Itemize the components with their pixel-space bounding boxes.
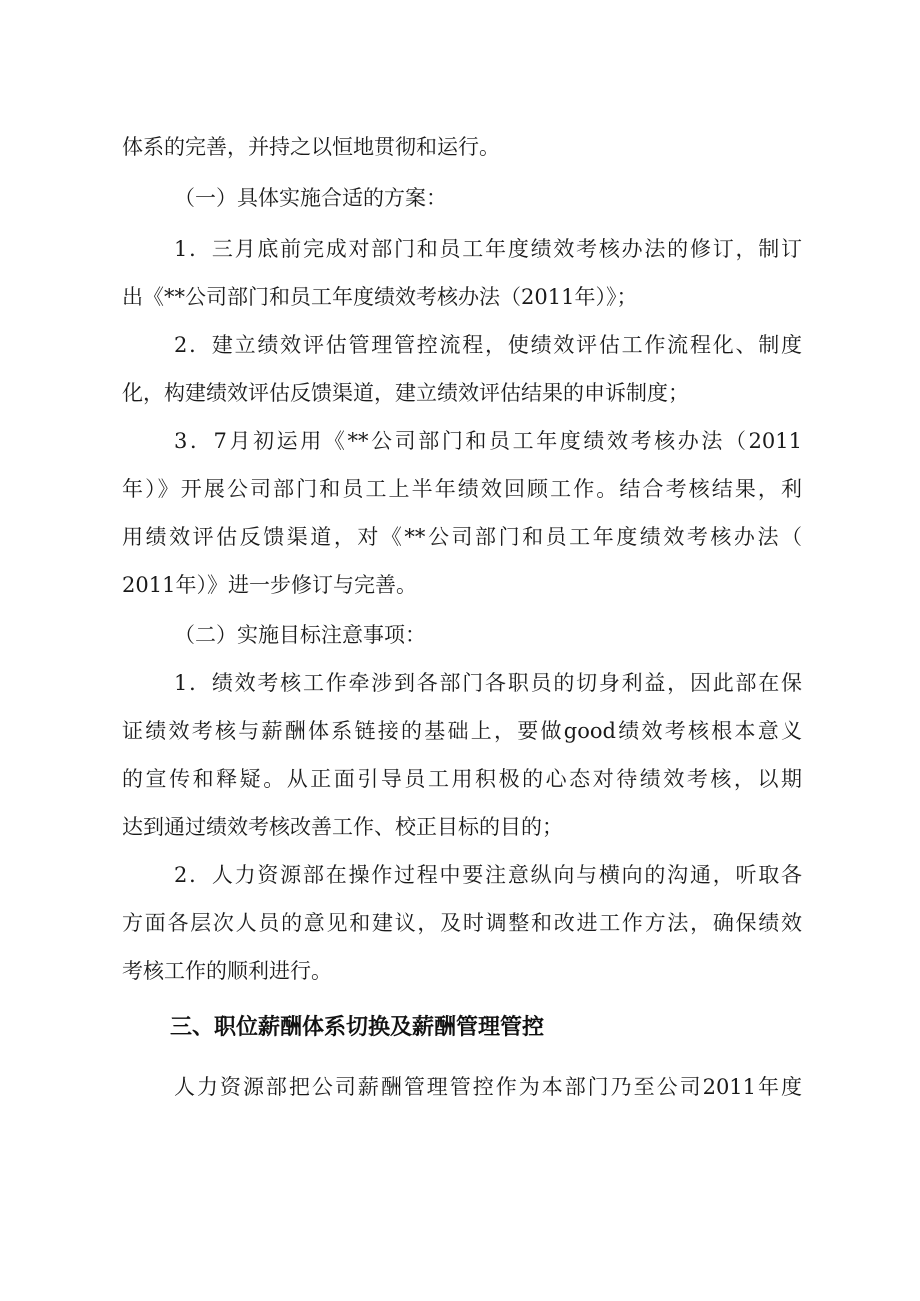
paragraph-line: 年）》开展公司部门和员工上半年绩效回顾工作。结合考核结果，利 bbox=[122, 477, 802, 501]
paragraph-line: 1．绩效考核工作牵涉到各部门各职员的切身利益，因此部在保 bbox=[174, 671, 802, 695]
paragraph-line: 2．人力资源部在操作过程中要注意纵向与横向的沟通，听取各 bbox=[174, 863, 802, 887]
paragraph-line: 体系的完善，并持之以恒地贯彻和运行。 bbox=[122, 135, 500, 159]
paragraph-line: 2011年）》进一步修订与完善。 bbox=[122, 573, 417, 597]
paragraph-line: 证绩效考核与薪酬体系链接的基础上，要做good绩效考核根本意义 bbox=[122, 719, 802, 743]
paragraph-line: 考核工作的顺利进行。 bbox=[122, 959, 332, 983]
paragraph-line: 用绩效评估反馈渠道，对《**公司部门和员工年度绩效考核办法（ bbox=[122, 525, 802, 549]
section-heading: 三、职位薪酬体系切换及薪酬管理管控 bbox=[170, 1015, 545, 1040]
paragraph-line: 的宣传和释疑。从正面引导员工用积极的心态对待绩效考核，以期 bbox=[122, 767, 802, 791]
subsection-heading: （二）实施目标注意事项： bbox=[174, 623, 426, 647]
paragraph-line: 1．三月底前完成对部门和员工年度绩效考核办法的修订，制订 bbox=[174, 237, 802, 261]
paragraph-line: 人力资源部把公司薪酬管理管控作为本部门乃至公司2011年度 bbox=[174, 1075, 802, 1099]
paragraph-line: 2．建立绩效评估管理管控流程，使绩效评估工作流程化、制度 bbox=[174, 333, 802, 357]
paragraph-line: 化，构建绩效评估反馈渠道，建立绩效评估结果的申诉制度； bbox=[122, 381, 689, 405]
paragraph-line: 达到通过绩效考核改善工作、校正目标的目的； bbox=[122, 815, 563, 839]
paragraph-line: 3．7月初运用《**公司部门和员工年度绩效考核办法（2011 bbox=[174, 429, 802, 453]
paragraph-line: 方面各层次人员的意见和建议，及时调整和改进工作方法，确保绩效 bbox=[122, 911, 802, 935]
paragraph-line: 出《**公司部门和员工年度绩效考核办法（2011年）》； bbox=[122, 285, 638, 309]
subsection-heading: （一）具体实施合适的方案： bbox=[174, 186, 447, 210]
